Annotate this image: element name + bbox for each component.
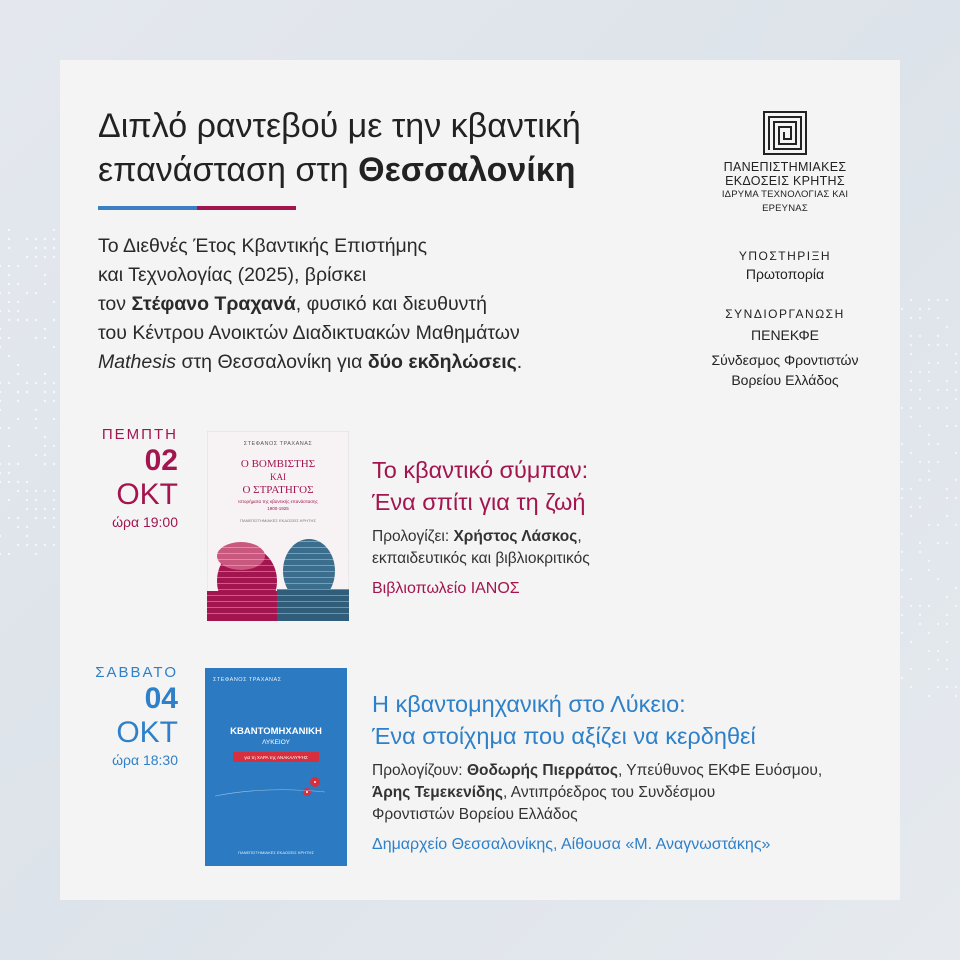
event-2-heading-2: Ένα στοίχημα που αξίζει να κερδηθεί [372, 723, 756, 749]
event-2-presenter-2-name: Άρης Τεμεκενίδης [372, 784, 503, 801]
book-1-subtitle: Ιστορήματα της κβαντικής επανάστασης [238, 499, 318, 504]
page-title [98, 104, 658, 192]
publisher-name-line-2: ΕΚΔΟΣΕΙΣ ΚΡΗΤΗΣ [725, 174, 845, 188]
publisher-name-line-1: ΠΑΝΕΠΙΣΤΗΜΙΑΚΕΣ [723, 160, 847, 174]
event-1-heading-1: Το κβαντικό σύμπαν: [372, 457, 589, 483]
intro-line-1: Το Διεθνές Έτος Κβαντικής Επιστήμης [98, 235, 428, 257]
coorg-value-2: Σύνδεσμος Φροντιστών [711, 352, 859, 368]
event-1-time: ώρα 19:00 [112, 514, 178, 530]
coorg-value-3: Βορείου Ελλάδος [731, 372, 839, 388]
event-2-day: ΣΑΒΒΑΤΟ [95, 664, 178, 681]
coorg-label: ΣΥΝΔΙΟΡΓΑΝΩΣΗ [725, 307, 845, 321]
title-underline [98, 206, 296, 210]
intro-line-5-mid: στη Θεσσαλονίκη για [176, 351, 368, 373]
intro-speaker-name: Στέφανο Τραχανά [131, 293, 296, 315]
event-2-presenters-prefix: Προλογίζουν: [372, 762, 467, 779]
title-line-1: Διπλό ραντεβού με την κβαντική [98, 107, 581, 145]
event-1-day-number: 02 [144, 444, 178, 477]
event-2-presenter-1-role: , Υπεύθυνος ΕΚΦΕ Ευόσμου, [617, 762, 823, 779]
book-cover-2 [205, 668, 347, 866]
event-2-time: ώρα 18:30 [112, 752, 178, 768]
title-line-2-pre: επανάσταση στη [98, 151, 359, 189]
title-city: Θεσσαλονίκη [358, 151, 576, 189]
book-1-title-2: ΚΑΙ [270, 472, 286, 482]
book-2-publisher: ΠΑΝΕΠΙΣΤΗΜΙΑΚΕΣ ΕΚΔΟΣΕΙΣ ΚΡΗΤΗΣ [238, 850, 314, 855]
publisher-foundation: ΙΔΡΥΜΑ ΤΕΧΝΟΛΟΓΙΑΣ ΚΑΙ ΕΡΕΥΝΑΣ [721, 189, 849, 214]
support-value: Πρωτοπορία [745, 266, 825, 282]
book-cover-1 [207, 431, 349, 621]
event-2-day-number: 04 [144, 682, 178, 715]
event-1-presenter-role: εκπαιδευτικός και βιβλιοκριτικός [372, 550, 590, 567]
event-2-details [372, 688, 892, 856]
book-2-author: ΣΤΕΦΑΝΟΣ ΤΡΑΧΑΝΑΣ [213, 677, 282, 683]
event-1-day: ΠΕΜΠΤΗ [101, 426, 178, 443]
intro-line-3-pre: τον [98, 293, 132, 315]
event-2-heading-1: Η κβαντομηχανική στο Λύκειο: [372, 691, 686, 717]
book-1-title-3: Ο ΣΤΡΑΤΗΓΟΣ [242, 484, 314, 496]
event-1-details [372, 454, 892, 600]
intro-line-4: του Κέντρου Ανοικτών Διαδικτυακών Μαθημάτων [98, 322, 520, 344]
event-2-presenter-2-role-cont: Φροντιστών Βορείου Ελλάδος [372, 806, 578, 823]
event-2-presenter-1-name: Θοδωρής Πιερράτος [466, 762, 618, 779]
labyrinth-icon [762, 110, 808, 156]
event-1-venue: Βιβλιοπωλείο ΙΑΝΟΣ [372, 580, 520, 597]
poster-card [60, 60, 900, 900]
event-1-date [80, 426, 178, 532]
intro-line-5-end: . [516, 351, 523, 373]
publisher-logo [700, 110, 870, 216]
event-1-presenter-name: Χρήστος Λάσκος [453, 528, 578, 545]
intro-mathesis: Mathesis [98, 351, 177, 373]
intro-paragraph [98, 232, 658, 377]
underline-blue [98, 206, 197, 210]
book-1-years: 1900-1925 [267, 506, 289, 511]
intro-two-events: δύο εκδηλώσεις [367, 351, 517, 373]
book-1-title-1: Ο ΒΟΜΒΙΣΤΗΣ [240, 458, 316, 470]
book-1-author: ΣΤΕΦΑΝΟΣ ΤΡΑΧΑΝΑΣ [243, 441, 313, 447]
book-2-title-1: ΚΒΑΝΤΟΜΗΧΑΝΙΚΗ [230, 726, 322, 737]
event-2-venue: Δημαρχείο Θεσσαλονίκης, Αίθουσα «Μ. Αναγνωστάκης» [372, 836, 771, 853]
underline-red [197, 206, 296, 210]
event-2-presenters [372, 760, 892, 826]
coorg-value-1: ΠΕΝΕΚΦΕ [751, 327, 819, 343]
coorganizers-block [680, 306, 890, 390]
event-1-presenter [372, 526, 892, 570]
support-label: ΥΠΟΣΤΗΡΙΞΗ [738, 249, 832, 263]
event-2-presenter-2-role: , Αντιπρόεδρος του Συνδέσμου [503, 784, 716, 801]
book-1-publisher: ΠΑΝΕΠΙΣΤΗΜΙΑΚΕΣ ΕΚΔΟΣΕΙΣ ΚΡΗΤΗΣ [240, 518, 316, 523]
event-2-date [80, 664, 178, 770]
book-2-badge: για τη ΧΑΡΑ της ΑΝΑΚΑΛΥΨΗΣ [244, 755, 308, 760]
event-2-month: ΟΚΤ [116, 716, 178, 749]
support-block [680, 248, 890, 284]
event-1-month: ΟΚΤ [116, 478, 178, 511]
event-1-presenter-prefix: Προλογίζει: [372, 528, 454, 545]
intro-line-3-post: , φυσικό και διευθυντή [295, 293, 487, 315]
event-1-presenter-comma: , [577, 528, 582, 545]
intro-line-2: και Τεχνολογίας (2025), βρίσκει [98, 264, 367, 286]
book-2-title-2: ΛΥΚΕΙΟΥ [262, 739, 290, 746]
event-1-heading-2: Ένα σπίτι για τη ζωή [372, 489, 586, 515]
